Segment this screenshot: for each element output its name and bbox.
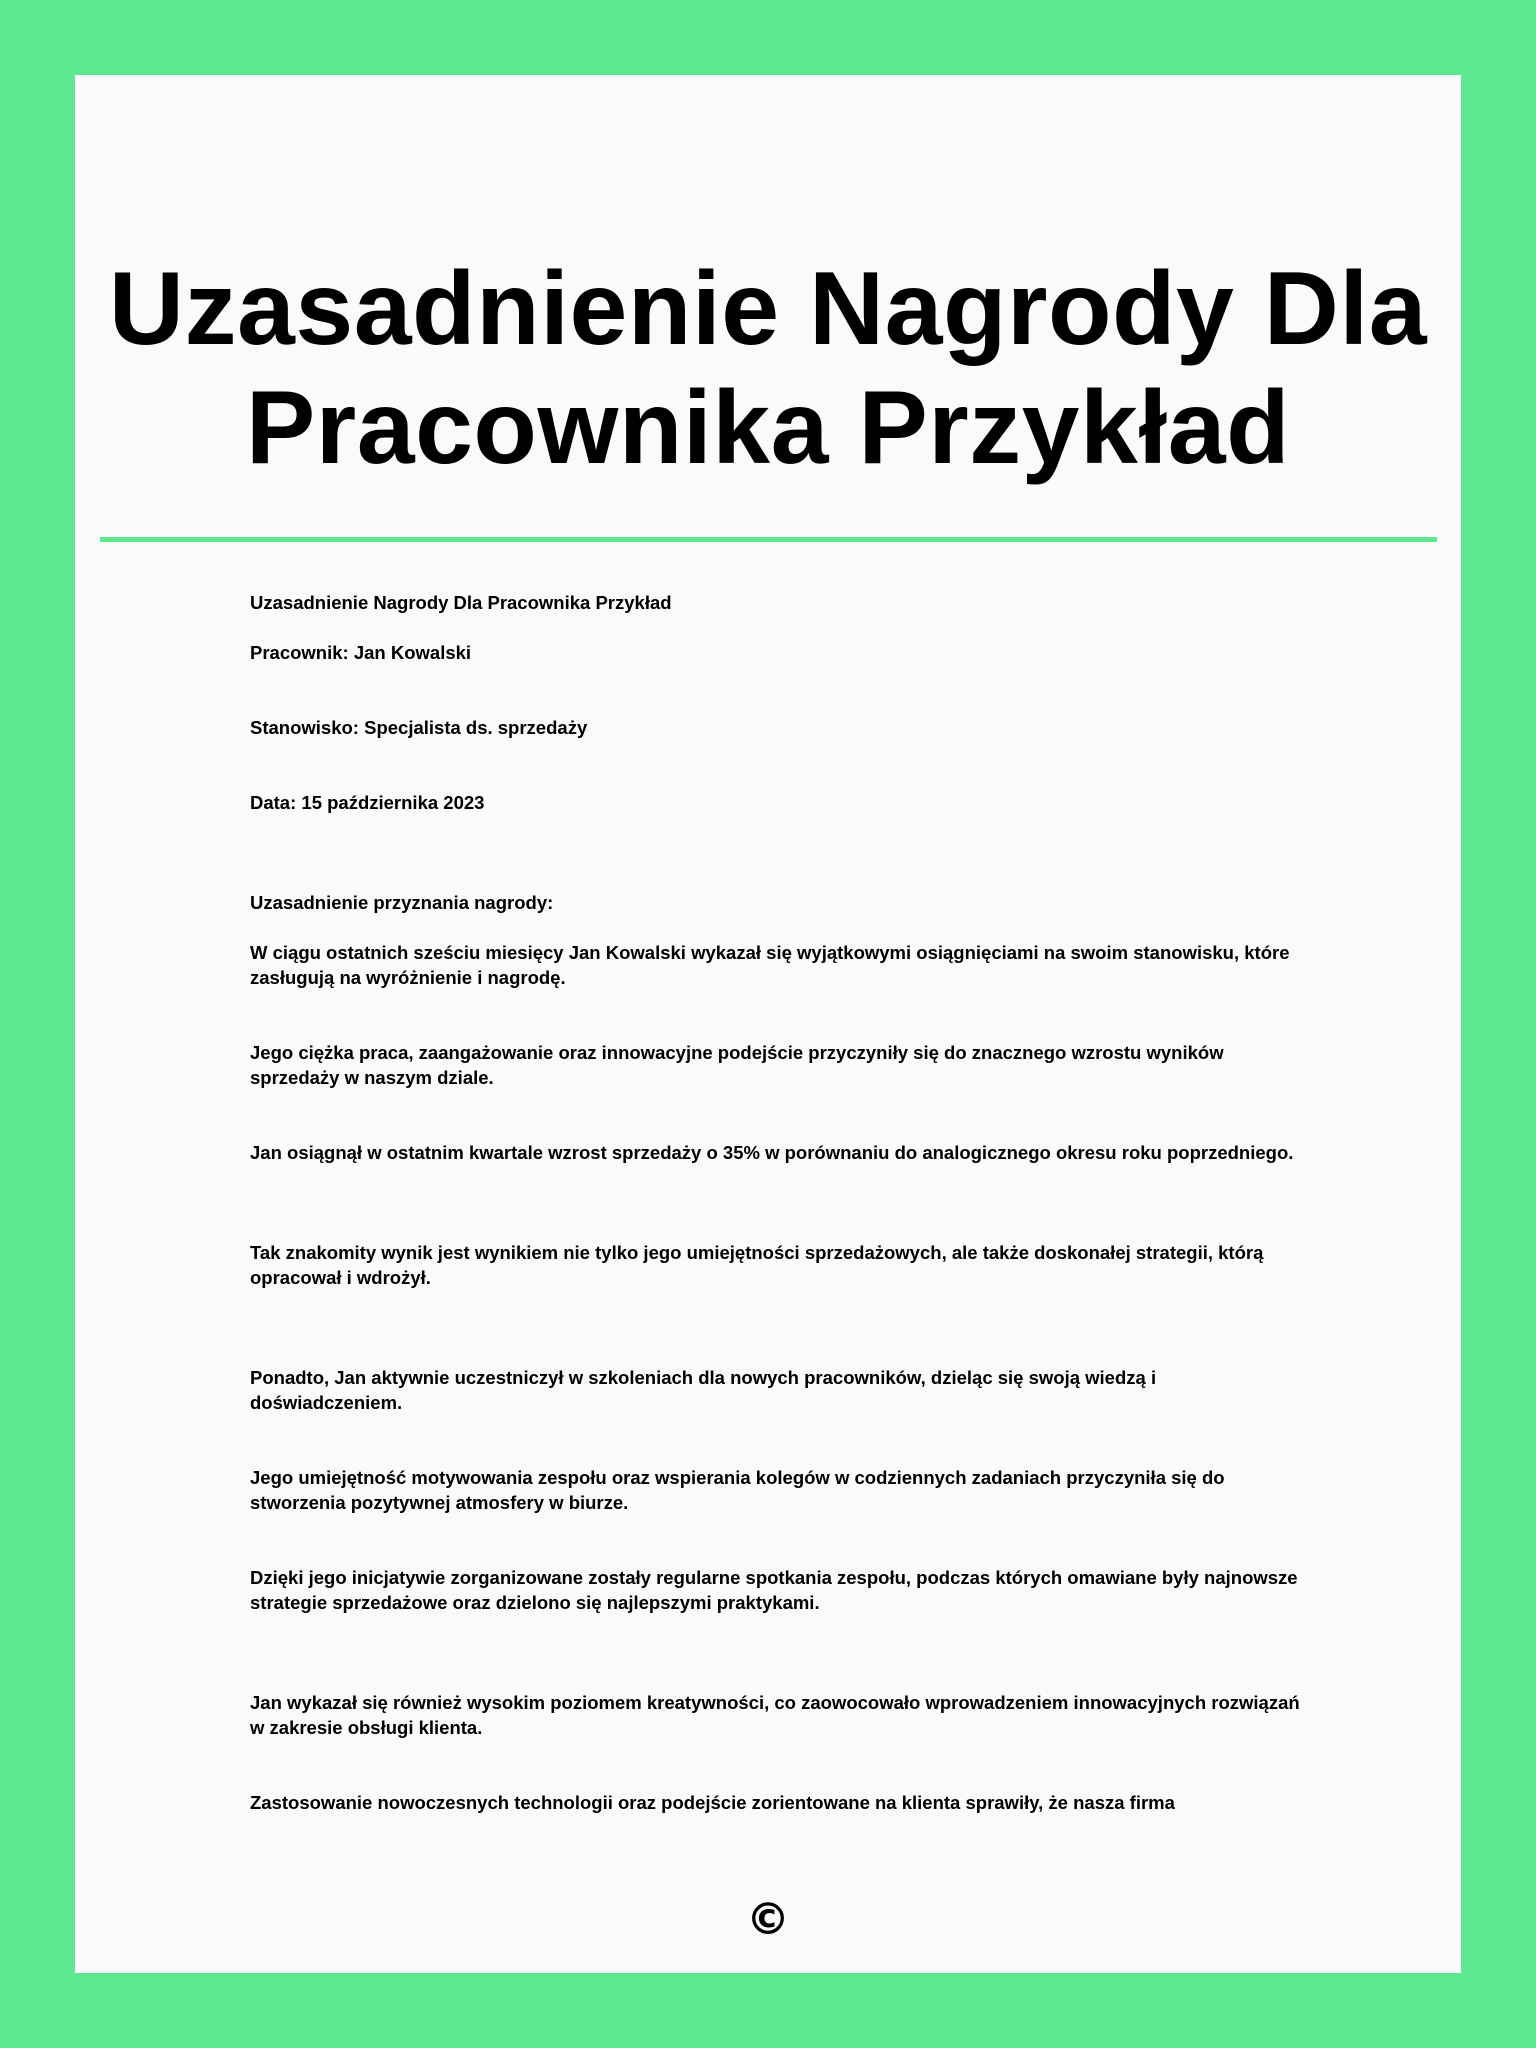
paragraph-employee: Pracownik: Jan Kowalski	[250, 642, 472, 663]
paragraph-body-2: Jego ciężka praca, zaangażowanie oraz innowacyjne podejście przyczyniły się do znacznego wzrostu wyników sprzedaży w naszym dziale.	[250, 1042, 1224, 1088]
paragraph-body-3: Jan osiągnął w ostatnim kwartale wzrost sprzedaży o 35% w porównaniu do analogicznego okresu roku poprzedniego.	[250, 1142, 1294, 1163]
paragraph-body-1: W ciągu ostatnich sześciu miesięcy Jan Kowalski wykazał się wyjątkowymi osiągnięciami na swoim stanowisku, które zasługują na wyróżnienie i nagrodę.	[250, 942, 1290, 988]
document-page	[75, 75, 1461, 1973]
document-title: Uzasadnienie Nagrody Dla Pracownika Przykład	[108, 251, 1428, 486]
copyright-icon: ©	[746, 1894, 790, 1945]
paragraph-date: Data: 15 października 2023	[250, 792, 485, 813]
paragraph-justification-heading: Uzasadnienie przyznania nagrody:	[250, 892, 554, 913]
paragraph-body-8: Jan wykazał się również wysokim poziomem kreatywności, co zaowocowało wprowadzeniem innowacyjnych rozwiązań w zakresie obsługi klienta.	[250, 1692, 1300, 1738]
paragraph-position: Stanowisko: Specjalista ds. sprzedaży	[250, 717, 588, 738]
paragraph-body-5: Ponadto, Jan aktywnie uczestniczył w szkoleniach dla nowych pracowników, dzieląc się swoją wiedzą i doświadczeniem.	[250, 1367, 1157, 1413]
paragraph-body-4: Tak znakomity wynik jest wynikiem nie tylko jego umiejętności sprzedażowych, ale także doskonałej strategii, którą opracował i wdrożył.	[250, 1242, 1264, 1288]
title-divider	[100, 537, 1437, 542]
paragraph-heading: Uzasadnienie Nagrody Dla Pracownika Przykład	[250, 592, 672, 613]
paragraph-body-9: Zastosowanie nowoczesnych technologii oraz podejście zorientowane na klienta sprawiły, że nasza firma	[250, 1792, 1175, 1813]
paragraph-body-6: Jego umiejętność motywowania zespołu oraz wspierania kolegów w codziennych zadaniach przyczyniła się do stworzenia pozytywnej atmosfery w biurze.	[250, 1467, 1225, 1513]
paragraph-body-7: Dzięki jego inicjatywie zorganizowane zostały regularne spotkania zespołu, podczas których omawiane były najnowsze strategie sprzedażowe oraz dzielono się najlepszymi praktykami.	[250, 1567, 1298, 1613]
